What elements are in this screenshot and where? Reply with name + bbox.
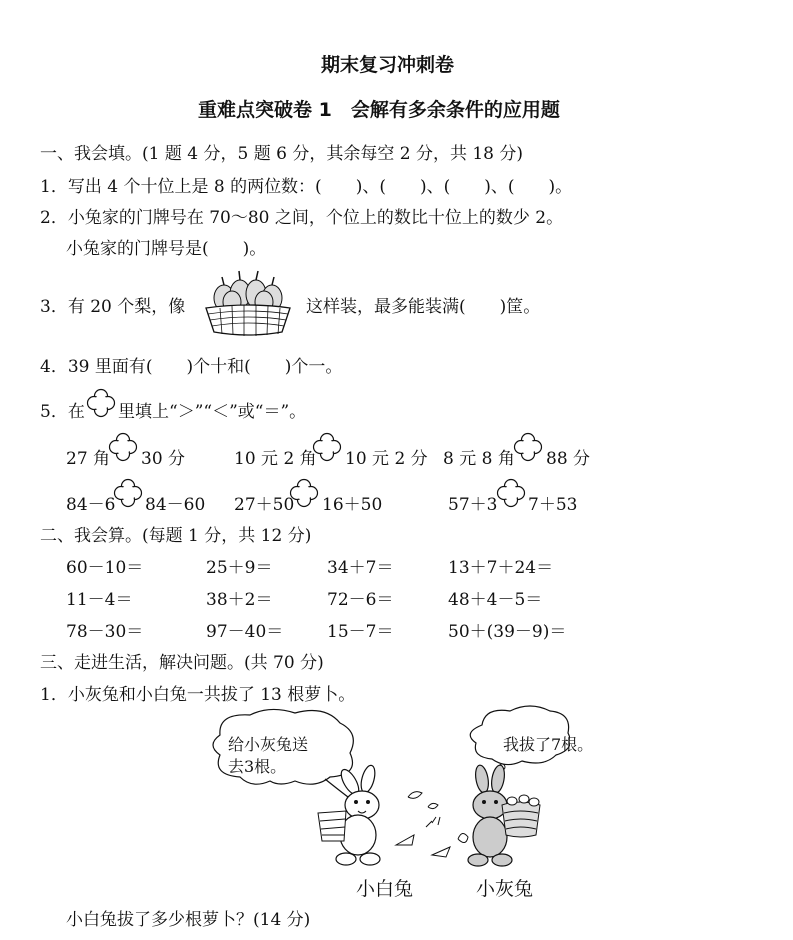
question-1-2-answer-line: 小兔家的门牌号是( )。	[66, 239, 267, 259]
question-1-5-post: 里填上“＞”“＜”或“＝”。	[118, 402, 307, 422]
question-3-1: 1．小灰兔和小白兔一共拔了 13 根萝卜。	[40, 685, 356, 705]
question-1-1: 1．写出 4 个十位上是 8 的两位数：( )、( )、( )、( )。	[40, 177, 573, 197]
calc-cell: 50＋(39－9)＝	[448, 622, 567, 642]
bubble-right: 我拔了7根。	[503, 735, 594, 754]
compare-5-blank-flower-icon[interactable]	[289, 478, 319, 508]
calc-cell: 78－30＝	[66, 622, 144, 642]
compare-3-blank-flower-icon[interactable]	[513, 432, 543, 462]
compare-6-left: 57＋3	[448, 495, 498, 515]
calc-cell: 11－4＝	[66, 590, 133, 610]
compare-6-blank-flower-icon[interactable]	[496, 478, 526, 508]
calc-cell: 15－7＝	[327, 622, 394, 642]
section1-heading: 一、我会填。(1 题 4 分，5 题 6 分，其余每空 2 分，共 18 分)	[40, 144, 524, 164]
compare-3-right: 88 分	[546, 449, 591, 469]
label-white-rabbit: 小白兔	[356, 878, 414, 900]
compare-1-right: 30 分	[141, 449, 186, 469]
question-1-3-post: 这样装，最多能装满( )筐。	[306, 297, 541, 317]
calc-cell: 13＋7＋24＝	[448, 558, 554, 578]
bubble-left-line1: 给小灰兔送	[228, 735, 309, 754]
compare-1-blank-flower-icon[interactable]	[108, 432, 138, 462]
compare-2-right: 10 元 2 分	[345, 449, 428, 469]
compare-3-left: 8 元 8 角	[443, 449, 515, 469]
label-gray-rabbit: 小灰兔	[476, 878, 534, 900]
question-1-4: 4．39 里面有( )个十和( )个一。	[40, 357, 343, 377]
section2-heading: 二、我会算。(每题 1 分，共 12 分)	[40, 526, 312, 546]
page-subtitle: 重难点突破卷 1 会解有多余条件的应用题	[198, 99, 560, 121]
compare-5-left: 27＋50	[234, 495, 295, 515]
compare-4-left: 84－6	[66, 495, 116, 515]
pear-basket-icon	[200, 268, 296, 340]
calc-cell: 97－40＝	[206, 622, 284, 642]
compare-2-blank-flower-icon[interactable]	[312, 432, 342, 462]
calc-cell: 72－6＝	[327, 590, 394, 610]
compare-1-left: 27 角	[66, 449, 111, 469]
compare-2-left: 10 元 2 角	[234, 449, 317, 469]
calc-cell: 60－10＝	[66, 558, 144, 578]
compare-6-right: 7＋53	[528, 495, 578, 515]
compare-5-right: 16＋50	[322, 495, 383, 515]
bubble-left-line2: 去3根。	[228, 757, 287, 776]
question-1-5-pre: 5．在	[40, 402, 85, 422]
section3-heading: 三、走进生活，解决问题。(共 70 分)	[40, 653, 324, 673]
compare-4-right: 84－60	[145, 495, 206, 515]
calc-cell: 38＋2＝	[206, 590, 273, 610]
calc-cell: 34＋7＝	[327, 558, 394, 578]
question-1-3-pre: 3．有 20 个梨，像	[40, 297, 186, 317]
compare-4-blank-flower-icon[interactable]	[113, 478, 143, 508]
flower-blank-icon	[86, 388, 116, 418]
question-1-2: 2．小兔家的门牌号在 70～80 之间，个位上的数比十位上的数少 2。	[40, 208, 564, 228]
calc-cell: 25＋9＝	[206, 558, 273, 578]
calc-cell: 48＋4－5＝	[448, 590, 543, 610]
page-title: 期末复习冲刺卷	[321, 54, 455, 76]
rabbits-illustration	[200, 705, 570, 875]
question-3-1-ask: 小白兔拔了多少根萝卜？(14 分)	[66, 910, 311, 930]
